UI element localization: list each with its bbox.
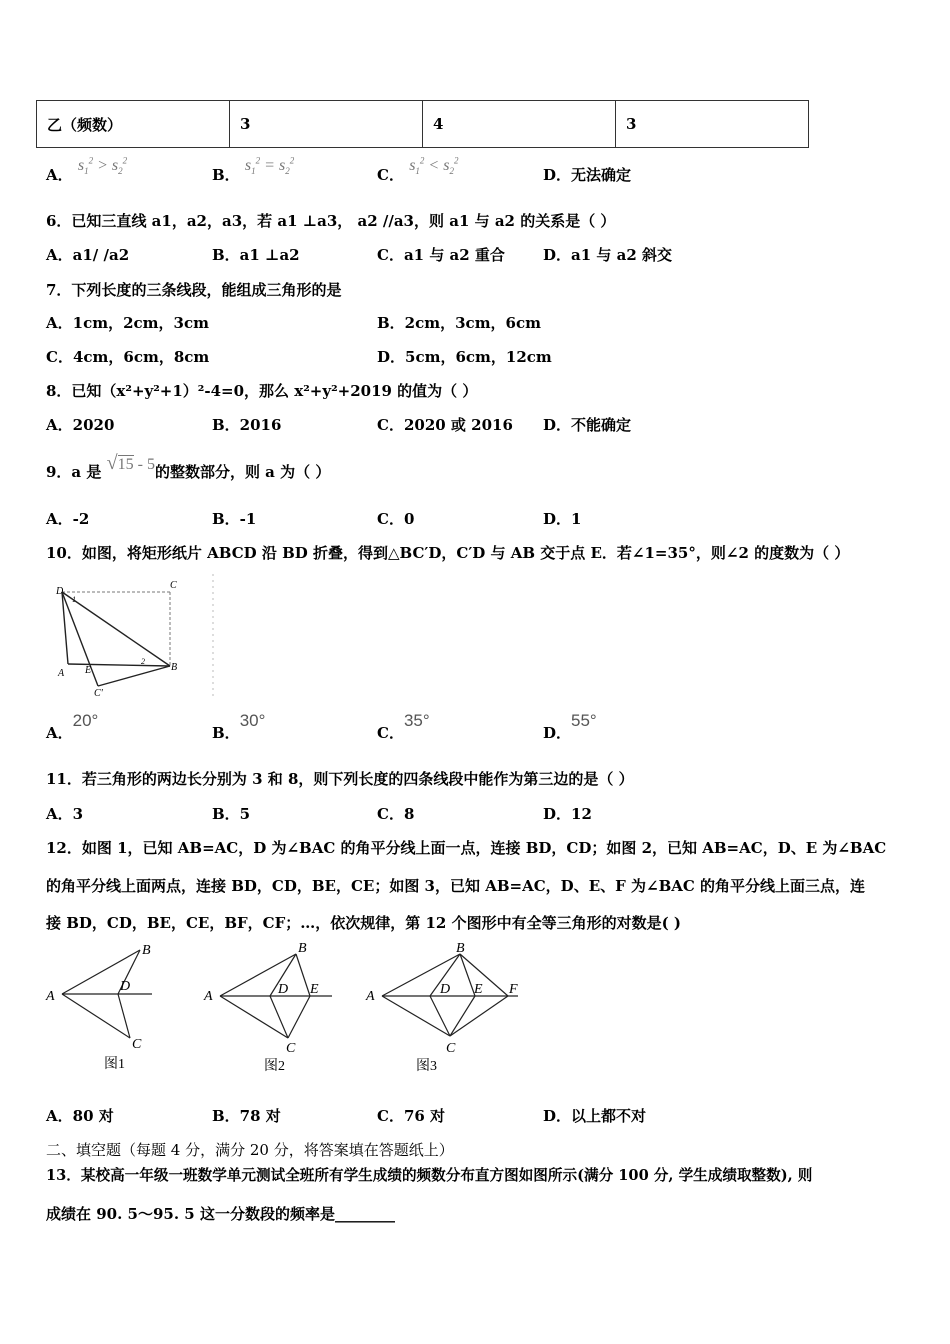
q12-stem-line-2: 的角平分线上面两点，连接 BD，CD，BE，CE；如图 3，已知 AB=AC，D、E、F 为∠BAC 的角平分线上面三点，连 (46, 877, 866, 895)
q5-option-c: C． $s_1^2 < s_2^2$ (377, 155, 459, 184)
q12-figures (40, 938, 540, 1078)
table-cell: 3 (230, 101, 423, 148)
q7-option-b: B．2cm，3cm，6cm (377, 314, 542, 332)
q9-option-b: B．-1 (212, 510, 257, 528)
q11-option-d: D．12 (543, 805, 592, 823)
point-label-c: C (286, 1041, 296, 1056)
q12-option-a: A．80 对 (46, 1107, 114, 1125)
variance-formula: $s_1^2 > s_2^2$ (77, 155, 128, 177)
table-row (37, 101, 809, 148)
q8-option-b: B．2016 (212, 416, 282, 434)
figure-caption-1: 图1 (104, 1057, 125, 1072)
q12-option-d: D．以上都不对 (543, 1107, 647, 1125)
table-cell: 4 (423, 101, 616, 148)
variance-formula: $s_1^2 = s_2^2$ (244, 155, 295, 177)
figure-2 (203, 941, 332, 1074)
table-cell: 3 (616, 101, 809, 148)
point-label-e: E (85, 665, 92, 676)
q8-option-a: A．2020 (46, 416, 115, 434)
q8-option-d: D．不能确定 (543, 416, 632, 434)
frequency-table (36, 100, 809, 148)
q7-option-d: D．5cm，6cm，12cm (377, 348, 552, 366)
point-label-a: A (58, 668, 65, 679)
q9-option-a: A．-2 (46, 510, 90, 528)
point-label-d: D (278, 982, 289, 997)
q10-figure (50, 572, 220, 700)
sqrt-formula: √15 - 5 (106, 452, 155, 474)
point-label-a: A (366, 989, 375, 1004)
q6-stem: 6．已知三直线 a1，a2，a3，若 a1 ⊥a3， a2 //a3，则 a1 与 a2 的关系是（ ） (46, 212, 616, 230)
point-label-d: D (56, 586, 64, 597)
q12-option-b: B．78 对 (212, 1107, 281, 1125)
angle-label-2: 2 (141, 657, 145, 666)
figure-caption-3: 图3 (416, 1059, 437, 1074)
q6-option-d: D．a1 与 a2 斜交 (543, 246, 672, 264)
q8-option-c: C．2020 或 2016 (377, 416, 513, 434)
q11-option-a: A．3 (46, 805, 84, 823)
point-label-e: E (310, 982, 319, 997)
q12-stem-line-3: 接 BD，CD，BE，CE，BF，CF；…，依次规律，第 12 个图形中有全等三角形的对数是( ) (46, 914, 681, 932)
point-label-c: C (170, 580, 177, 591)
point-label-f: F (509, 982, 518, 997)
table-cell: 乙（频数） (37, 101, 230, 148)
q11-option-c: C．8 (377, 805, 415, 823)
point-label-c: C (446, 1041, 456, 1056)
q5-option-a: A． $s_1^2 > s_2^2$ (46, 155, 128, 184)
point-label-d: D (120, 979, 131, 994)
q7-option-a: A．1cm，2cm，3cm (46, 314, 209, 332)
section-title: 二、填空题（每题 4 分，满分 20 分，将答案填在答题纸上） (46, 1141, 454, 1159)
q10-stem: 10．如图，将矩形纸片 ABCD 沿 BD 折叠，得到△BC′D，C′D 与 AB 交于点 E．若∠1=35°，则∠2 的度数为（ ） (46, 544, 850, 562)
q6-option-b: B．a1 ⊥a2 (212, 246, 300, 264)
q10-option-d: D．55° (543, 711, 597, 742)
point-label-a: A (46, 989, 55, 1004)
figure-caption-2: 图2 (264, 1059, 285, 1074)
q12-option-c: C．76 对 (377, 1107, 446, 1125)
point-label-c-prime: C' (94, 688, 103, 699)
q10-option-b: B．30° (212, 711, 266, 742)
q13-stem-line-1: 13．某校高一年级一班数学单元测试全班所有学生成绩的频数分布直方图如图所示(满分 100 分, 学生成绩取整数), 则 (46, 1167, 813, 1184)
variance-formula: $s_1^2 < s_2^2$ (409, 155, 459, 177)
point-label-b: B (171, 662, 178, 673)
point-label-a: A (204, 989, 213, 1004)
q7-stem: 7．下列长度的三条线段，能组成三角形的是 (46, 281, 342, 299)
point-label-b: B (298, 941, 307, 956)
point-label-b: B (456, 941, 465, 956)
q6-option-a: A．a1/ /a2 (46, 246, 130, 264)
q10-option-a: A．20° (46, 711, 99, 742)
q11-option-b: B．5 (212, 805, 251, 823)
q9-option-d: D．1 (543, 510, 582, 528)
angle-label-1: 1 (72, 595, 76, 604)
q11-stem: 11．若三角形的两边长分别为 3 和 8，则下列长度的四条线段中能作为第三边的是（ ） (46, 770, 634, 788)
q13-stem-line-2: 成绩在 90. 5～95. 5 这一分数段的频率是________ (46, 1205, 395, 1223)
q5-option-b: B． $s_1^2 = s_2^2$ (212, 155, 295, 184)
point-label-b: B (142, 943, 151, 958)
q12-stem-line-1: 12．如图 1，已知 AB=AC，D 为∠BAC 的角平分线上面一点，连接 BD，CD；如图 2，已知 AB=AC，D、E 为∠BAC (46, 839, 887, 857)
q9-option-c: C．0 (377, 510, 415, 528)
q6-option-c: C．a1 与 a2 重合 (377, 246, 505, 264)
q7-option-c: C．4cm，6cm，8cm (46, 348, 210, 366)
figure-1 (45, 943, 152, 1072)
point-label-d: D (440, 982, 451, 997)
q10-option-c: C．35° (377, 711, 430, 742)
q5-option-d: D．无法确定 (543, 166, 632, 184)
point-label-c: C (132, 1037, 142, 1052)
point-label-e: E (474, 982, 483, 997)
figure-3 (365, 941, 518, 1074)
q9-stem: 9．a 是 √15 - 5的整数部分，则 a 为（ ） (46, 452, 331, 481)
q8-stem: 8．已知（x²+y²+1）²-4=0，那么 x²+y²+2019 的值为（ ） (46, 382, 478, 400)
